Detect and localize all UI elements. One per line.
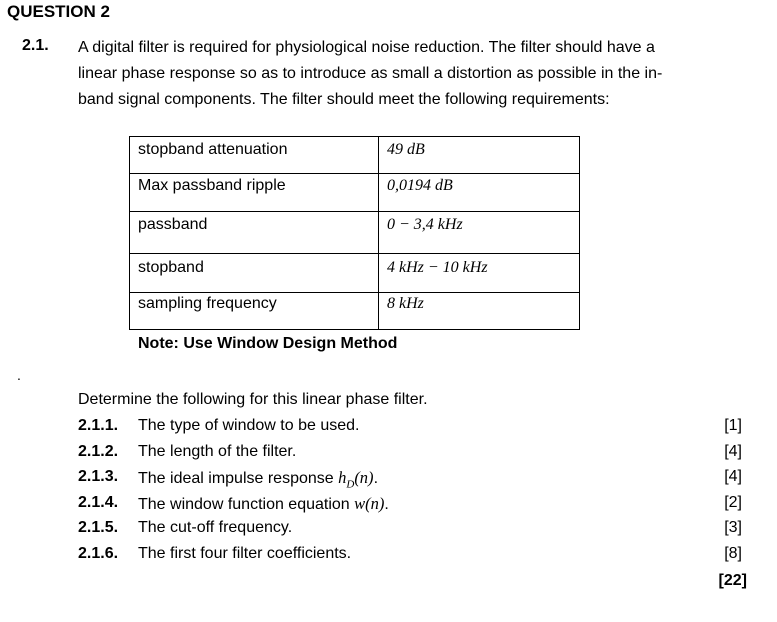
requirement-value: 8 kHz bbox=[379, 293, 580, 330]
item-number: 2.1.4. bbox=[78, 494, 119, 511]
item-marks: [2] bbox=[724, 494, 742, 511]
list-item bbox=[78, 545, 748, 567]
item-text bbox=[138, 468, 378, 490]
paragraph-line: linear phase response so as to introduce as small a distortion as possible in the in- bbox=[78, 65, 663, 82]
item-text: The cut-off frequency. bbox=[138, 519, 293, 536]
requirements-table bbox=[129, 136, 580, 330]
item-marks: [3] bbox=[724, 519, 742, 536]
item-marks: [4] bbox=[724, 443, 742, 460]
item-number: 2.1.5. bbox=[78, 519, 119, 536]
item-text: The length of the filter. bbox=[138, 443, 297, 460]
item-text-before: The window function equation bbox=[138, 496, 355, 513]
question-paragraph bbox=[78, 35, 728, 113]
requirement-label: sampling frequency bbox=[130, 293, 379, 330]
item-marks: [4] bbox=[724, 468, 742, 485]
math-arg: (n) bbox=[354, 468, 374, 487]
impulse-response-symbol bbox=[338, 468, 374, 491]
window-function-symbol: w(n) bbox=[354, 494, 385, 513]
table-row bbox=[130, 174, 580, 212]
question-title: QUESTION 2 bbox=[7, 2, 110, 21]
item-text-after: . bbox=[373, 470, 379, 487]
requirement-value: 4 kHz − 10 kHz bbox=[379, 254, 580, 293]
list-item bbox=[78, 443, 748, 465]
method-note: Note: Use Window Design Method bbox=[138, 335, 398, 352]
math-subscript: D bbox=[346, 478, 355, 491]
item-number: 2.1.2. bbox=[78, 443, 119, 460]
requirement-value: 0,0194 dB bbox=[379, 174, 580, 212]
requirement-label: passband bbox=[130, 212, 379, 254]
math-h: h bbox=[338, 468, 347, 487]
item-text: The first four filter coefficients. bbox=[138, 545, 352, 562]
paragraph-line: A digital filter is required for physiological noise reduction. The filter should have a bbox=[78, 39, 655, 56]
requirement-value: 49 dB bbox=[379, 137, 580, 174]
table-row bbox=[130, 254, 580, 293]
requirement-label: stopband attenuation bbox=[130, 137, 379, 174]
question-number: 2.1. bbox=[22, 37, 49, 54]
requirement-label: Max passband ripple bbox=[130, 174, 379, 212]
stray-dot: . bbox=[17, 367, 21, 383]
list-item bbox=[78, 519, 748, 541]
item-marks: [1] bbox=[724, 417, 742, 434]
total-marks: [22] bbox=[718, 572, 747, 589]
list-item bbox=[78, 417, 748, 439]
item-text bbox=[138, 494, 389, 514]
item-text-before: The ideal impulse response bbox=[138, 470, 339, 487]
item-number: 2.1.1. bbox=[78, 417, 119, 434]
paragraph-line: band signal components. The filter should meet the following requirements: bbox=[78, 91, 610, 108]
requirement-label: stopband bbox=[130, 254, 379, 293]
item-number: 2.1.3. bbox=[78, 468, 119, 485]
requirement-value: 0 − 3,4 kHz bbox=[379, 212, 580, 254]
table-row bbox=[130, 293, 580, 330]
table-row bbox=[130, 137, 580, 174]
list-item bbox=[78, 494, 748, 516]
item-marks: [8] bbox=[724, 545, 742, 562]
list-item bbox=[78, 468, 748, 490]
instructions-intro: Determine the following for this linear phase filter. bbox=[78, 391, 428, 408]
table-row bbox=[130, 212, 580, 254]
item-text-after: . bbox=[384, 496, 389, 513]
item-number: 2.1.6. bbox=[78, 545, 119, 562]
item-text: The type of window to be used. bbox=[138, 417, 360, 434]
